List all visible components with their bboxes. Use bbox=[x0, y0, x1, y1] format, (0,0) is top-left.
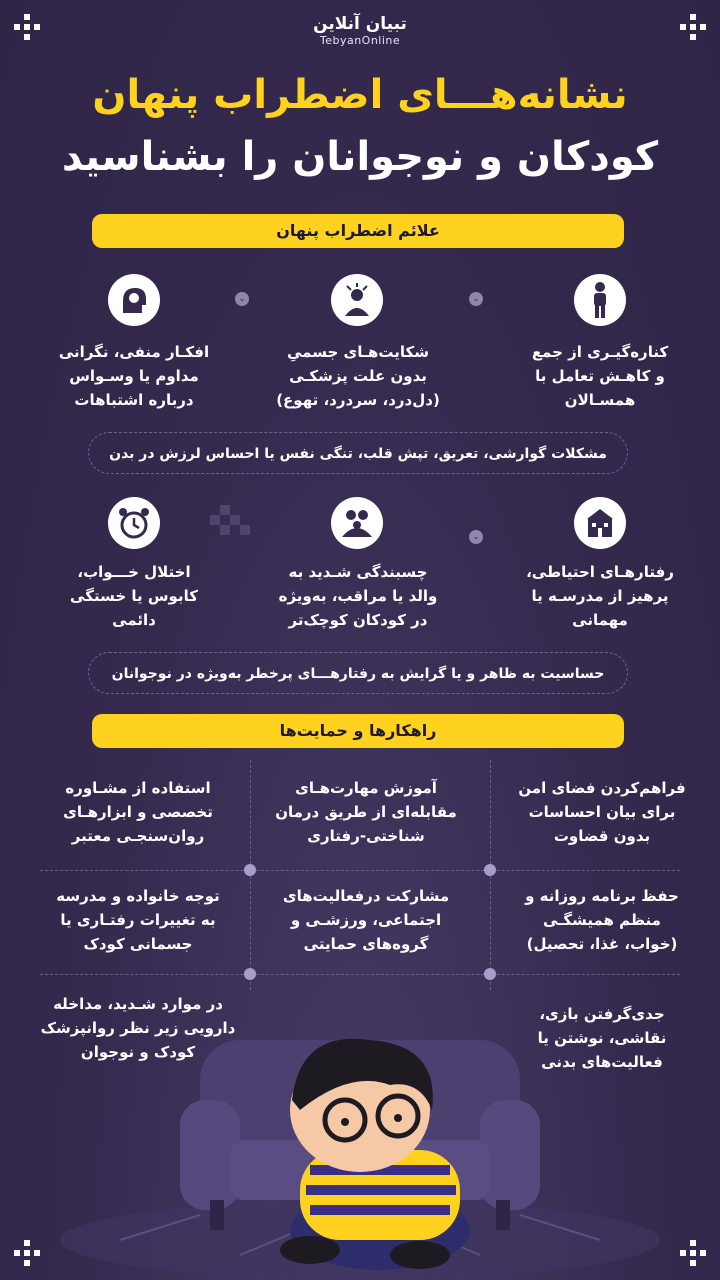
alarm-clock-icon bbox=[108, 497, 160, 549]
solution-text: در موارد شـدید، مداخله دارویی زیر نظر روانپزشک کودک و نوجوان bbox=[40, 995, 236, 1061]
brand-logo bbox=[0, 14, 720, 47]
grid-dot bbox=[244, 864, 256, 876]
watermark-logo bbox=[200, 500, 260, 560]
symptom-text: افکـار منفی، نگرانی مداوم یا وسـواس درباره اشتباهات bbox=[58, 343, 210, 409]
support-heading: راهکارها و حمایت‌ها bbox=[92, 714, 624, 748]
symptom-text: کناره‌گیـری از جمع و کاهـش تعامل با همسـالان bbox=[531, 343, 669, 409]
page-title-line1: نشانه‌هـــای اضطراب پنهان bbox=[92, 72, 628, 118]
symptom-text: چسبندگی شـدید به والد یا مراقب، به‌ویژه در کودکان کوچک‌تر bbox=[278, 563, 438, 629]
school-building-icon bbox=[574, 497, 626, 549]
symptom-text: شکایت‌هـای جسمیِ بدون علت پزشکـی (دل‌درد، سردرد، تهوع) bbox=[276, 343, 440, 409]
head-thoughts-icon bbox=[108, 274, 160, 326]
solution-text: فراهم‌کردن فضای امن برای بیان احساسات بدون قضاوت bbox=[518, 779, 686, 845]
solution-text: جدی‌گرفتن بازی، نقاشی، نوشتن یا فعالیت‌های بدنی bbox=[537, 1005, 667, 1071]
symptom-text: اختلال خـــواب، کابوس یا خستگی دائمی bbox=[70, 563, 198, 629]
brand-name-en: TebyanOnline bbox=[319, 34, 401, 47]
solution-text: حفظ برنامه روزانه و منظم همیشگـی (خواب، غذا، تحصیل) bbox=[525, 887, 679, 953]
symptom-pill: حساسیت به ظاهر و یا گرایش به رفتارهـــای پرخطر به‌ویژه در نوجوانان bbox=[88, 652, 628, 694]
grid-divider bbox=[40, 974, 680, 975]
grid-dot bbox=[484, 968, 496, 980]
person-standing-icon bbox=[574, 274, 626, 326]
symptoms-heading: علائم اضطراب پنهان bbox=[92, 214, 624, 248]
family-hug-icon bbox=[331, 497, 383, 549]
anxious-child-illustration bbox=[0, 1000, 720, 1280]
solution-text: مشارکت درفعالیت‌های اجتماعی، ورزشـی و گروه‌های حمایتی bbox=[282, 887, 450, 953]
grid-dot bbox=[484, 864, 496, 876]
symptom-text: رفتارهـای احتیاطی، پرهیز از مدرسـه یا مهمانی bbox=[526, 563, 674, 629]
solution-text: استفاده از مشـاوره تخصصی و ابزارهـای روان‌سنجـی معتبر bbox=[63, 779, 213, 845]
chevron-down-icon: ⌄ bbox=[469, 530, 483, 544]
symptom-pill: مشکلات گوارشی، تعریق، تپش قلب، تنگی نفس یا احساس لرزش در بدن bbox=[88, 432, 628, 474]
grid-dot bbox=[244, 968, 256, 980]
page-title-line2: کودکان و نوجوانان را بشناسید bbox=[61, 134, 659, 180]
chevron-down-icon: ⌄ bbox=[469, 292, 483, 306]
chevron-down-icon: ⌄ bbox=[235, 292, 249, 306]
brand-name-fa: تبیان آنلاین bbox=[313, 14, 407, 34]
grid-divider bbox=[40, 870, 680, 871]
solution-text: آموزش مهارت‌هـای مقابله‌ای از طریق درمان شناختی-رفتاری bbox=[275, 779, 457, 845]
stressed-person-icon bbox=[331, 274, 383, 326]
solution-text: توجه خانواده و مدرسه به تغییرات رفتـاری یا جسمانی کودک bbox=[56, 887, 220, 953]
